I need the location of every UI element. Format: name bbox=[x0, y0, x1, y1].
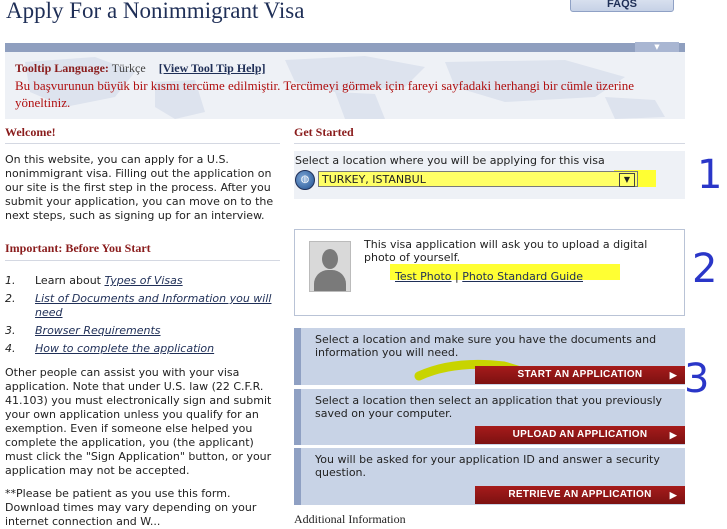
start-application-box bbox=[294, 328, 685, 385]
retrieve-application-box bbox=[294, 448, 685, 505]
photo-instructions: This visa application will ask you to upload a digital photo of yourself. bbox=[364, 238, 648, 264]
annotation-number-2: 2 bbox=[692, 246, 718, 292]
types-of-visas-link[interactable]: Types of Visas bbox=[104, 274, 183, 287]
retrieve-application-text: You will be asked for your application ID and answer a security question. bbox=[315, 453, 660, 479]
top-divider-bar bbox=[5, 43, 685, 52]
page-title: Apply For a Nonimmigrant Visa bbox=[6, 0, 305, 23]
annotation-number-1: 1 bbox=[697, 152, 723, 198]
tooltip-language-panel bbox=[5, 52, 685, 119]
tooltip-language-label: Tooltip Language: bbox=[15, 61, 109, 75]
upload-application-text: Select a location then select an application that you previously saved on your computer. bbox=[315, 394, 663, 420]
welcome-heading: Welcome! bbox=[5, 125, 56, 139]
globe-icon: ◍ bbox=[295, 170, 315, 190]
upload-application-button[interactable]: UPLOAD AN APPLICATION ▶ bbox=[475, 426, 685, 444]
list-item: 3. Browser Requirements bbox=[5, 324, 161, 337]
photo-standard-guide-link[interactable]: Photo Standard Guide bbox=[462, 270, 583, 283]
documents-list-link[interactable]: List of Documents and Information you will need bbox=[35, 292, 272, 319]
welcome-text: On this website, you can apply for a U.S. nonimmigrant visa. Filling out the application on our site is the first step in the process. After you submit your application, you can move on to the next steps, such as signing up for an interview. bbox=[5, 153, 274, 222]
browser-requirements-link[interactable]: Browser Requirements bbox=[35, 324, 161, 337]
annotation-number-3: 3 bbox=[684, 356, 710, 402]
important-heading: Important: Before You Start bbox=[5, 241, 151, 255]
tooltip-language-value[interactable]: Türkçe bbox=[111, 61, 146, 75]
start-application-text: Select a location and make sure you have the documents and information you will need. bbox=[315, 333, 657, 359]
start-application-button[interactable]: START AN APPLICATION ▶ bbox=[475, 366, 685, 384]
list-item: 4. How to complete the application bbox=[5, 342, 215, 355]
steps-list bbox=[5, 274, 280, 360]
location-select[interactable]: TURKEY, ISTANBUL ▼ bbox=[318, 171, 638, 187]
photo-panel bbox=[294, 229, 685, 316]
additional-information-heading: Additional Information bbox=[294, 512, 406, 526]
location-panel bbox=[294, 151, 685, 199]
list-item: 1. Learn about Types of Visas bbox=[5, 274, 183, 287]
divider bbox=[294, 143, 685, 144]
divider bbox=[5, 143, 280, 144]
get-started-heading: Get Started bbox=[294, 125, 354, 139]
list-item: 2. List of Documents and Information you will need bbox=[5, 292, 272, 319]
assistance-paragraph: Other people can assist you with your visa application. Note that under U.S. law (22 C.F.R. 41.103) you must electronically sign and submit your own application unless you qualify for an exemption. Even if someone else helped you complete the application, you (the applicant) must click the "Sign Application" button, or your application may not be accepted. bbox=[5, 366, 272, 477]
arrow-right-icon: ▶ bbox=[669, 370, 677, 380]
collapse-chevron-icon[interactable]: ▼ bbox=[635, 42, 679, 52]
translation-message: Bu başvurunun büyük bir kısmı tercüme edilmiştir. Tercümeyi görmek için fareyi sayfadaki herhangi bir cümle üzerine yöneltiniz. bbox=[15, 78, 635, 110]
location-label: Select a location where you will be applying for this visa bbox=[295, 154, 605, 167]
arrow-right-icon: ▶ bbox=[669, 490, 677, 500]
faqs-tab[interactable]: FAQS bbox=[570, 0, 674, 12]
test-photo-link[interactable]: Test Photo bbox=[395, 270, 452, 283]
chevron-down-icon[interactable]: ▼ bbox=[619, 173, 635, 187]
patience-note: **Please be patient as you use this form. Download times may vary depending on your internet connection and W... bbox=[5, 487, 257, 528]
view-tooltip-help-link[interactable]: [View Tool Tip Help] bbox=[158, 61, 266, 75]
photo-links: Test Photo | Photo Standard Guide bbox=[395, 270, 583, 283]
how-to-complete-link[interactable]: How to complete the application bbox=[35, 342, 215, 355]
upload-application-box bbox=[294, 389, 685, 445]
retrieve-application-button[interactable]: RETRIEVE AN APPLICATION ▶ bbox=[475, 486, 685, 504]
photo-placeholder-icon bbox=[309, 241, 351, 292]
divider bbox=[5, 260, 280, 261]
arrow-right-icon: ▶ bbox=[669, 430, 677, 440]
